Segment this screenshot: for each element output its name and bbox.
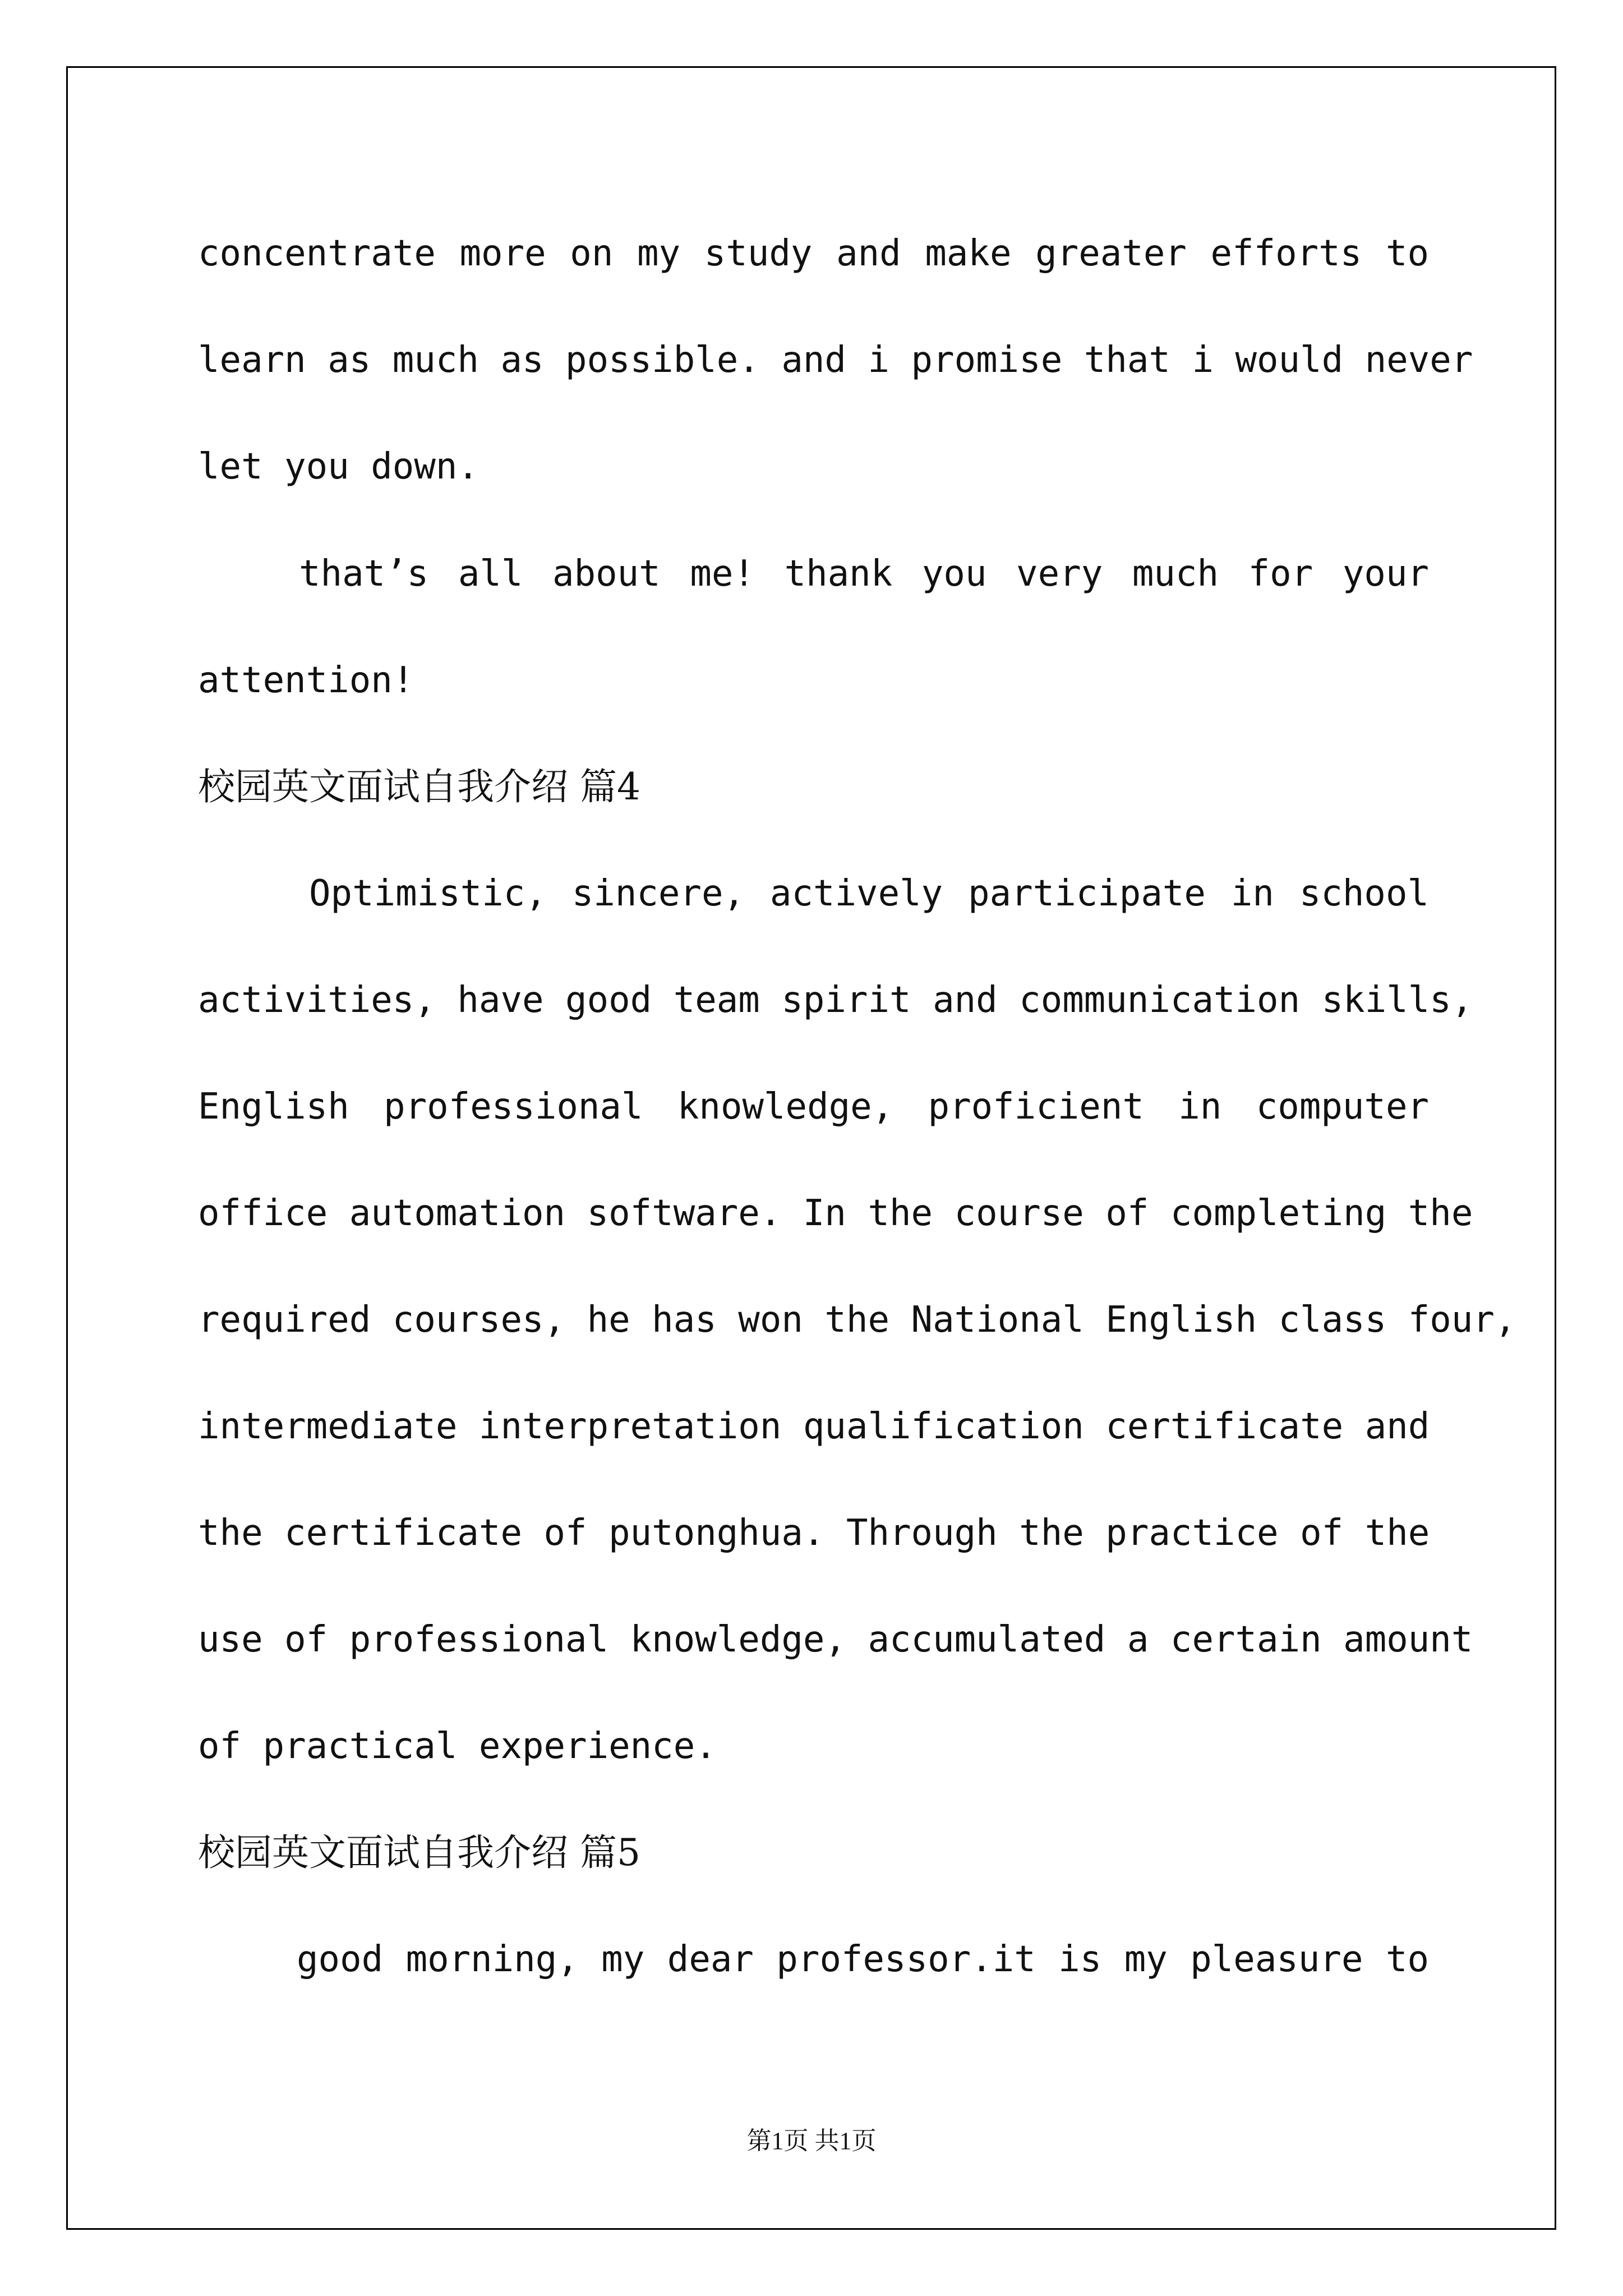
paragraph-line: learn as much as possible. and i promise that i would never xyxy=(198,339,1473,381)
section-heading: 校园英文面试自我介绍 篇4 xyxy=(198,765,640,808)
paragraph-line: required courses, he has won the National English class four, xyxy=(198,1299,1516,1341)
paragraph-line: Optimistic, sincere, actively participate in school xyxy=(309,873,1429,914)
paragraph-line: concentrate more on my study and make greater efforts to xyxy=(198,233,1429,274)
paragraph-line: attention! xyxy=(198,660,414,701)
paragraph-line: office automation software. In the course of completing the xyxy=(198,1193,1473,1234)
paragraph-line: intermediate interpretation qualification certificate and xyxy=(198,1406,1430,1447)
paragraph-line: good morning, my dear professor.it is my pleasure to xyxy=(297,1939,1429,1980)
page-number-footer: 第1页 共1页 xyxy=(746,2127,877,2155)
paragraph-line: use of professional knowledge, accumulated a certain amount xyxy=(198,1619,1473,1660)
paragraph-line: that’s all about me! thank you very much for your xyxy=(299,553,1429,595)
paragraph-line: activities, have good team spirit and communication skills, xyxy=(198,979,1473,1021)
section-heading: 校园英文面试自我介绍 篇5 xyxy=(198,1831,640,1874)
paragraph-line: let you down. xyxy=(198,446,479,487)
page-border xyxy=(66,66,1556,2230)
paragraph-line: English professional knowledge, proficient in computer xyxy=(198,1086,1429,1128)
paragraph-line: of practical experience. xyxy=(198,1726,717,1767)
paragraph-line: the certificate of putonghua. Through the practice of the xyxy=(198,1512,1430,1554)
